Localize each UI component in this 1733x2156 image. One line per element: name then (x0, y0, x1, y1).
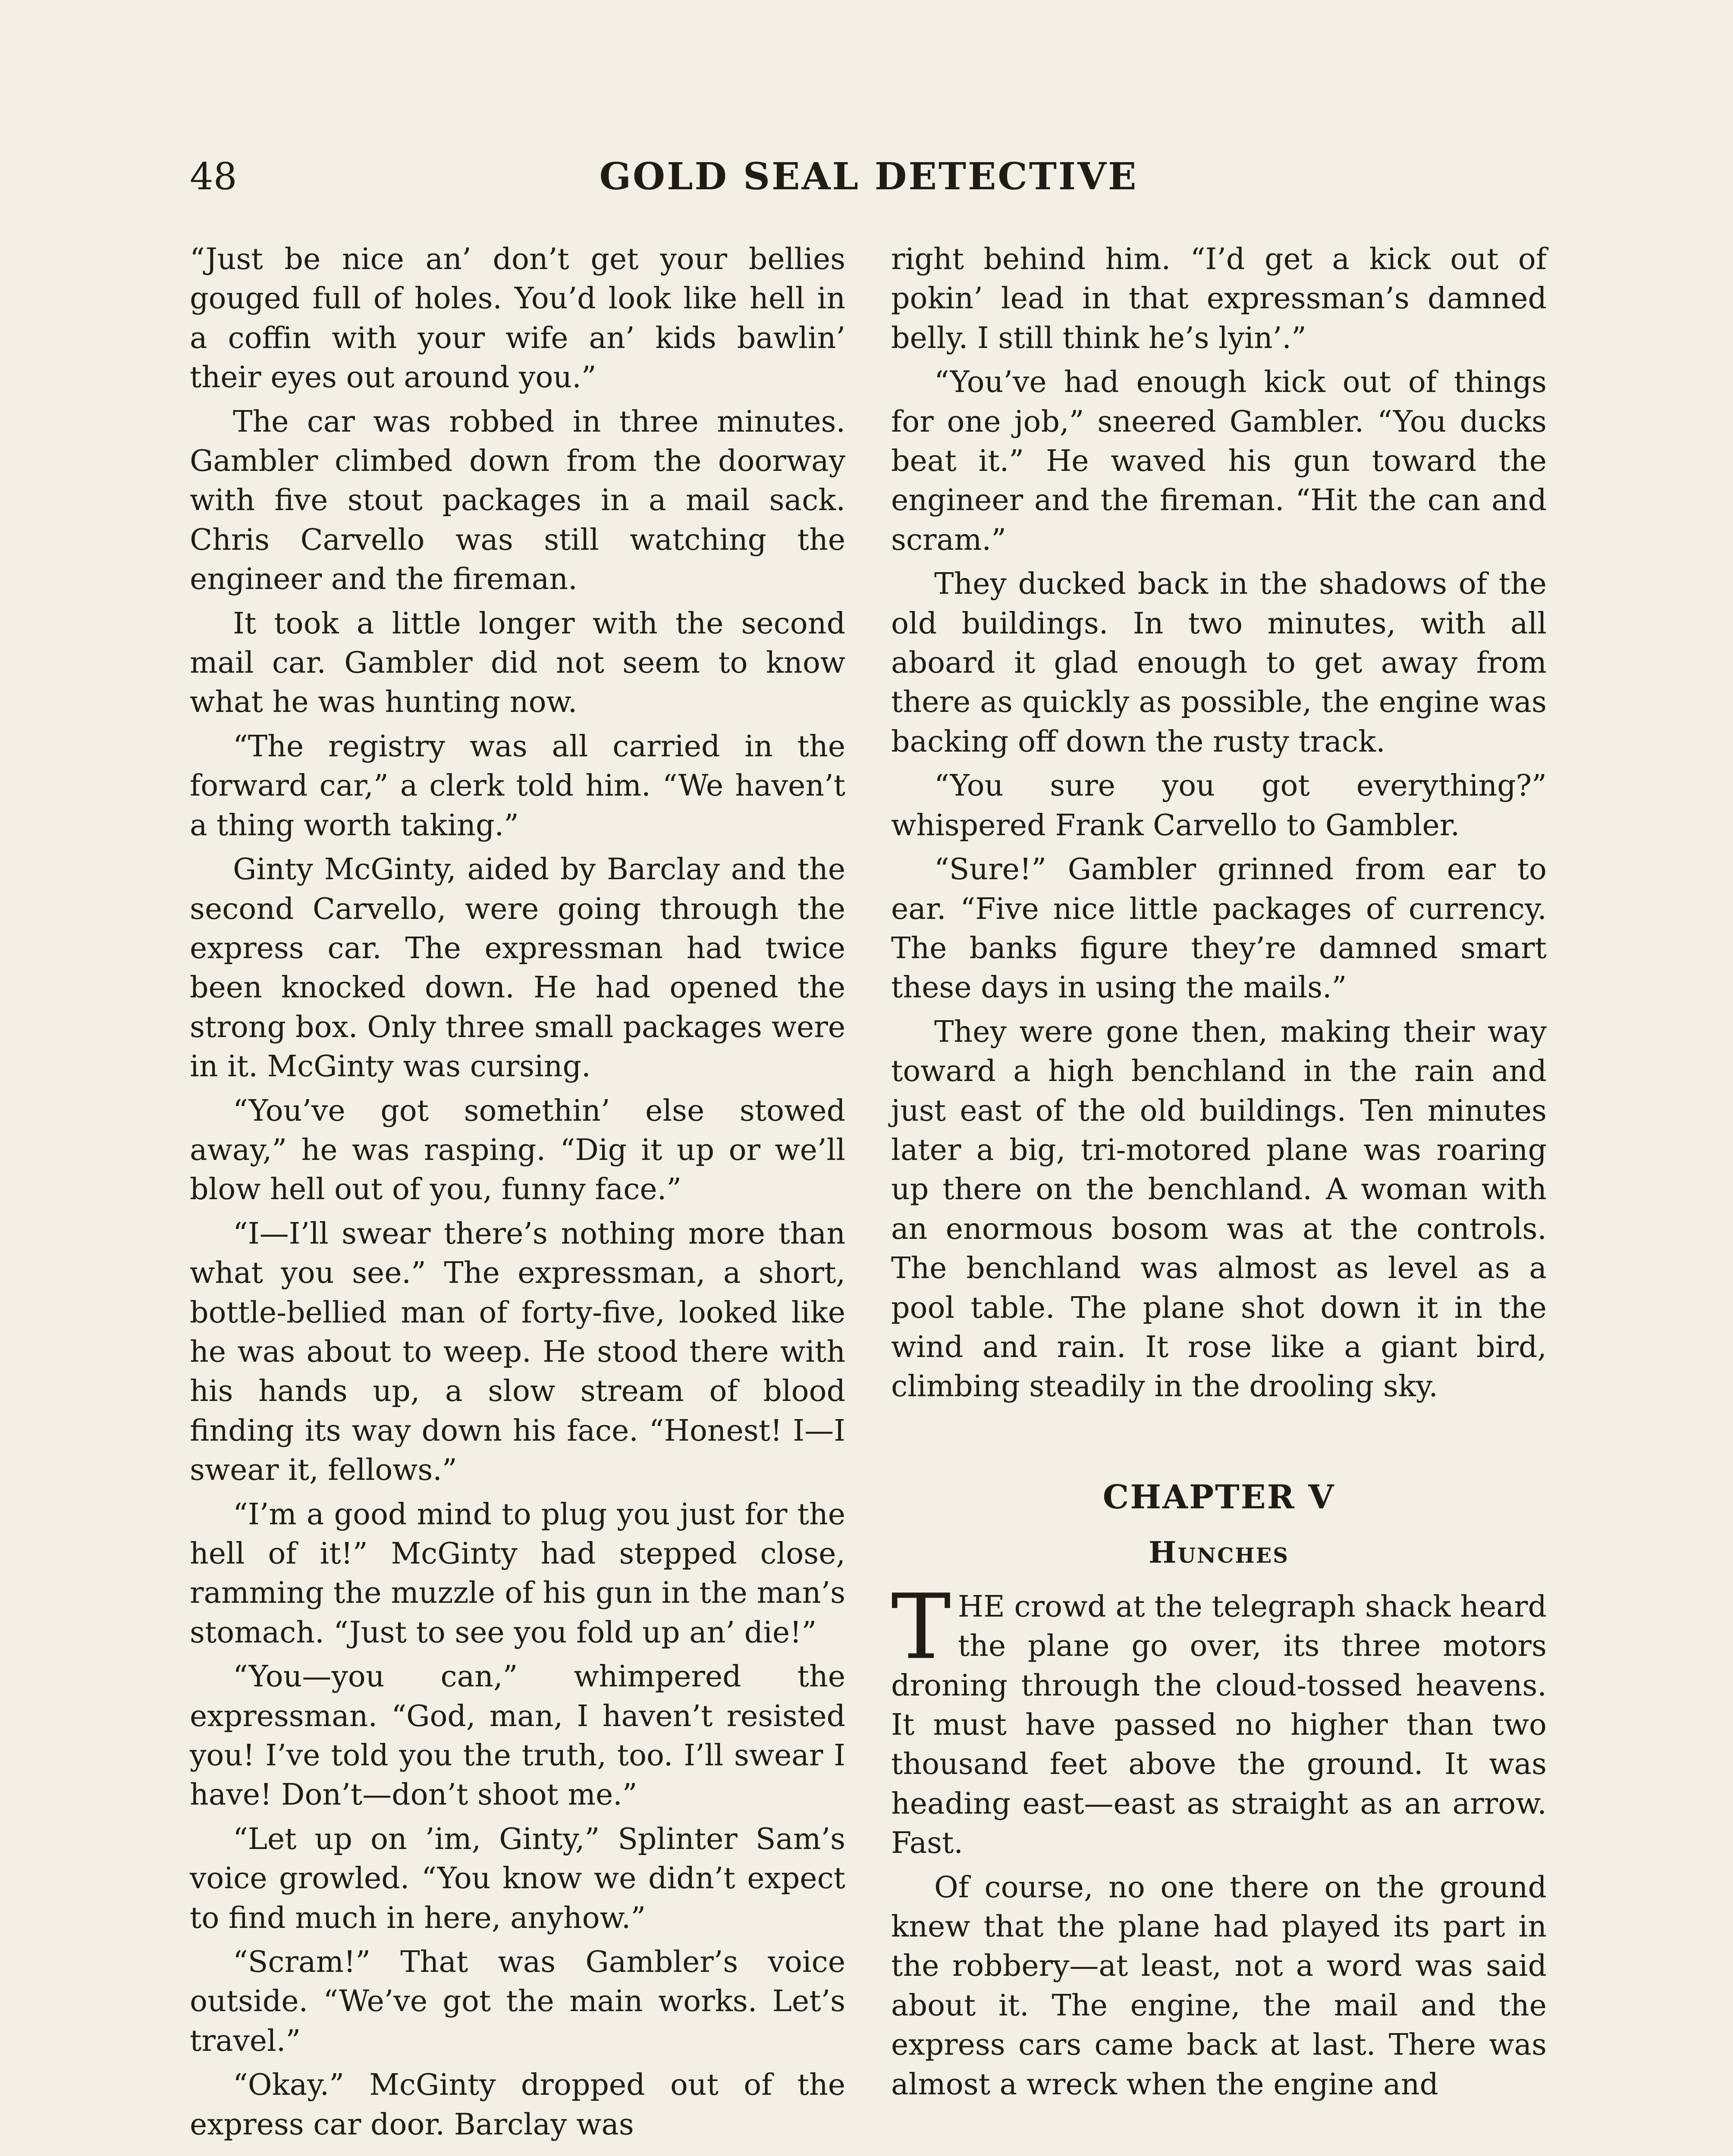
paragraph: “Let up on ’im, Ginty,” Splinter Sam’s voice growled. “You know we didn’t expect to find much in here, anyhow.” (190, 1822, 845, 1935)
paragraph: right behind him. “I’d get a kick out of pokin’ lead in that expressman’s damned belly. I still think he’s lyin’.” (891, 242, 1547, 355)
right-column (891, 240, 1547, 2109)
running-title: GOLD SEAL DETECTIVE (599, 155, 1138, 198)
page-number: 48 (190, 155, 237, 198)
chapter-title: CHAPTER V (1102, 1477, 1335, 1516)
paragraph: Of course, no one there on the ground knew that the plane had played its part in the robbery—at least, not a word was said about it. The engine, the mail and the express cars came back at last. There was almost a wreck when the engine and (891, 1870, 1547, 2102)
page-header (190, 147, 1548, 207)
paragraph: It took a little longer with the second mail car. Gambler did not seem to know what he was hunting now. (190, 606, 845, 720)
paragraph: “You’ve got somethin’ else stowed away,” he was rasping. “Dig it up or we’ll blow hell out of you, funny face.” (190, 1094, 845, 1207)
paragraph: Ginty McGinty, aided by Barclay and the second Carvello, were going through the express car. The expressman had twice been knocked down. He had opened the strong box. Only three small packages were in it. McGinty was cursing. (190, 852, 845, 1084)
paragraph: The car was robbed in three minutes. Gambler climbed down from the doorway with five stout packages in a mail sack. Chris Carvello was still watching the engineer and the fireman. (190, 404, 845, 597)
paragraph: “Just be nice an’ don’t get your bellies gouged full of holes. You’d look like hell in a coffin with your wife an’ kids bawlin’ their eyes out around you.” (190, 242, 845, 395)
chapter-subtitle: Hunches (1149, 1535, 1289, 1570)
paragraph: “Scram!” That was Gambler’s voice outside. “We’ve got the main works. Let’s travel.” (190, 1945, 845, 2058)
paragraph: “You sure you got everything?” whispered Frank Carvello to Gambler. (891, 769, 1547, 843)
paragraph: “Sure!” Gambler grinned from ear to ear. “Five nice little packages of currency. The banks figure they’re damned smart these days in using the mails.” (891, 852, 1547, 1005)
chapter-opening-paragraph (891, 1575, 1547, 1863)
drop-cap: T (891, 1575, 951, 1680)
paragraph: They were gone then, making their way toward a high benchland in the rain and just east of the old buildings. Ten minutes later a big, tri-motored plane was roaring up there on the benchland. A woman with an enormous bosom was at the controls. The benchland was almost as level as a pool table. The plane shot down it in the wind and rain. It rose like a giant bird, climbing steadily in the drooling sky. (891, 1015, 1547, 1404)
chapter-opening-text: HE crowd at the telegraph shack heard the plane go over, its three motors droning through the cloud-tossed heavens. It must have passed no higher than two thousand feet above the ground. It was heading east—east as straight as an arrow. Fast. (891, 1589, 1547, 1861)
paragraph: “You’ve had enough kick out of things for one job,” sneered Gambler. “You ducks beat it.” He waved his gun toward the engineer and the fireman. “Hit the can and scram.” (891, 365, 1547, 557)
paragraph: “You—you can,” whimpered the expressman. “God, man, I haven’t resisted you! I’ve told you the truth, too. I’ll swear I have! Don’t—don’t shoot me.” (190, 1660, 845, 1812)
left-column (190, 240, 845, 2149)
paragraph: They ducked back in the shadows of the old buildings. In two minutes, with all aboard it glad enough to get away from there as quickly as possible, the engine was backing off down the rusty track. (891, 567, 1547, 759)
paragraph: “I—I’ll swear there’s nothing more than what you see.” The expressman, a short, bottle-bellied man of forty-five, looked like he was about to weep. He stood there with his hands up, a slow stream of blood finding its way down his face. “Honest! I—I swear it, fellows.” (190, 1216, 845, 1488)
paragraph: “I’m a good mind to plug you just for the hell of it!” McGinty had stepped close, ramming the muzzle of his gun in the man’s stomach. “Just to see you fold up an’ die!” (190, 1497, 845, 1650)
paragraph: “Okay.” McGinty dropped out of the express car door. Barclay was (190, 2068, 845, 2142)
paragraph: “The registry was all carried in the forward car,” a clerk told him. “We haven’t a thing worth taking.” (190, 729, 845, 843)
